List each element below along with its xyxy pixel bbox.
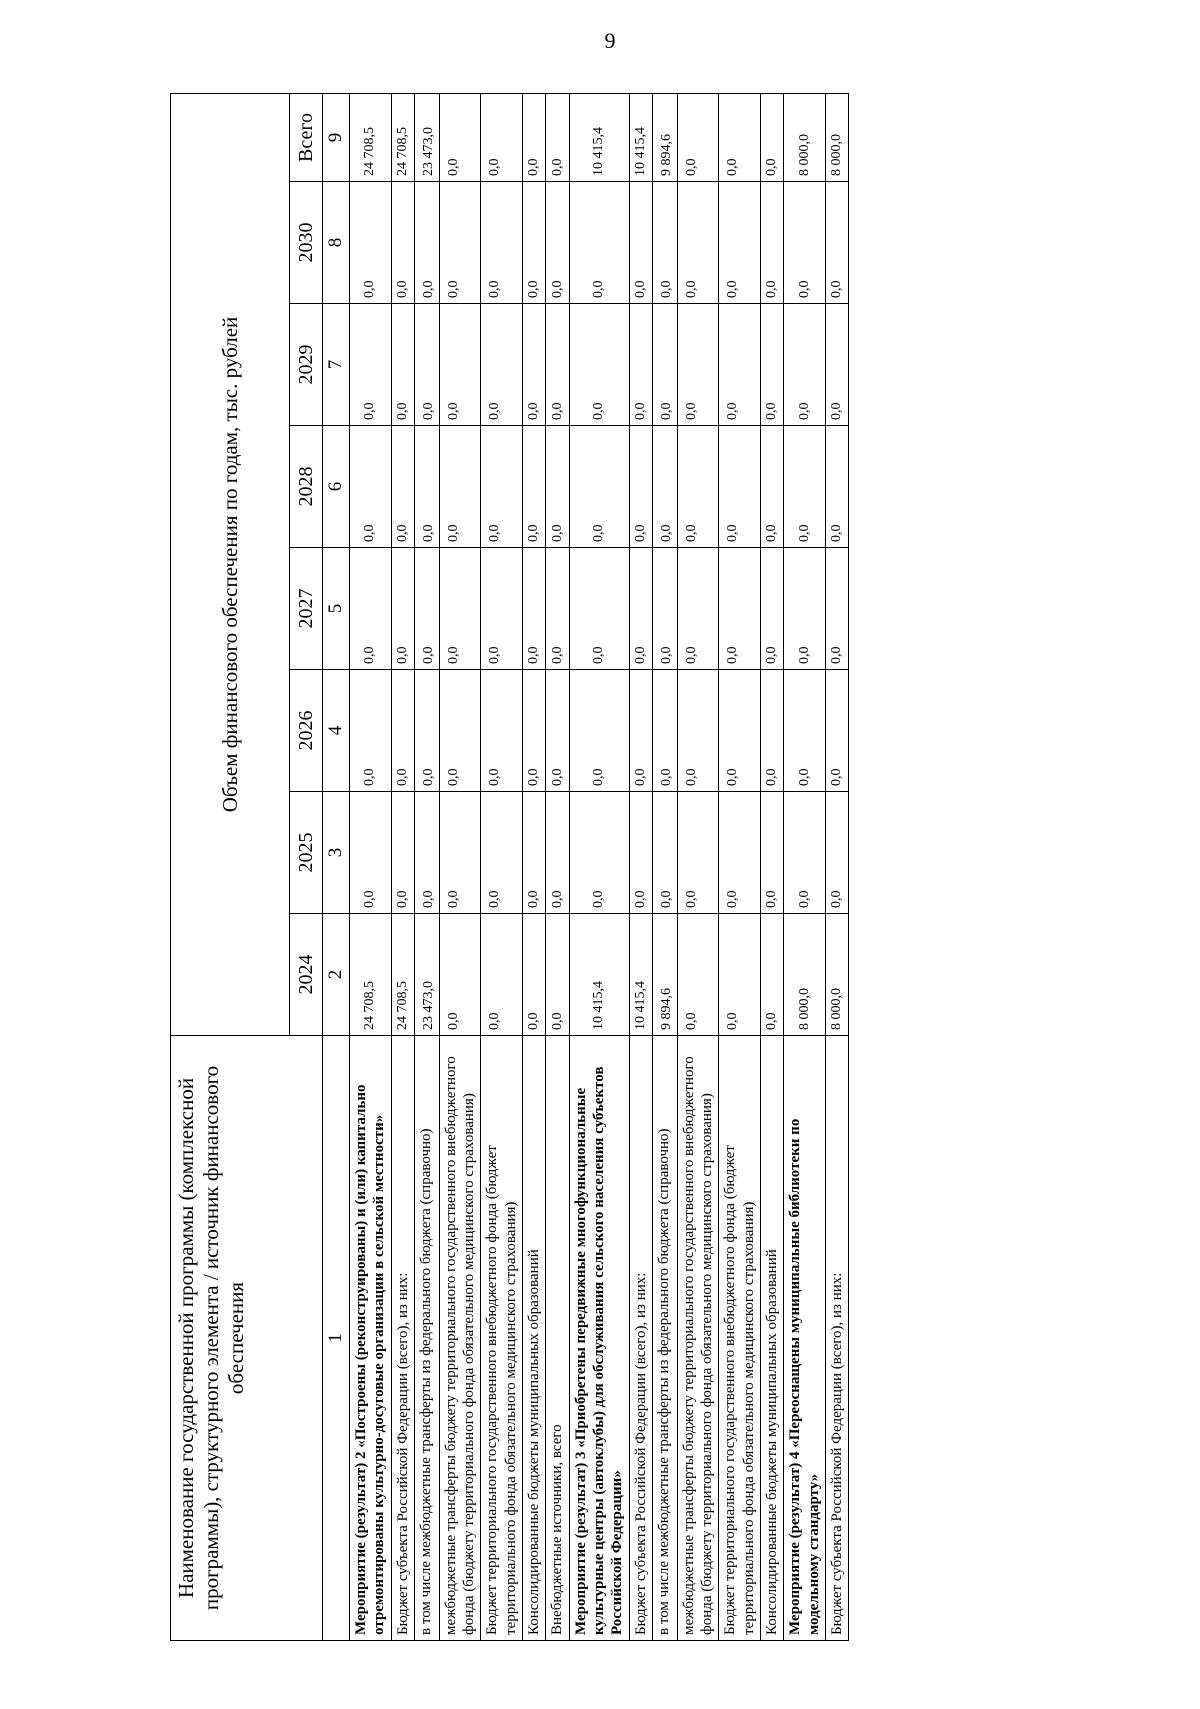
header-year: 2025 — [290, 792, 323, 914]
value-cell: 0,0 — [350, 426, 392, 548]
value-cell: 0,0 — [350, 670, 392, 792]
value-cell: 0,0 — [825, 426, 848, 548]
table-row — [719, 93, 761, 1640]
value-cell: 0,0 — [546, 182, 569, 304]
total-cell: 0,0 — [481, 93, 523, 181]
value-cell: 23 473,0 — [414, 914, 439, 1036]
value-cell: 0,0 — [481, 548, 523, 670]
value-cell: 0,0 — [523, 548, 546, 670]
value-cell: 0,0 — [523, 304, 546, 426]
value-cell: 0,0 — [629, 670, 652, 792]
column-number: 1 — [323, 1036, 350, 1641]
value-cell: 0,0 — [523, 426, 546, 548]
value-cell: 0,0 — [825, 548, 848, 670]
total-cell: 0,0 — [546, 93, 569, 181]
value-cell: 0,0 — [523, 792, 546, 914]
header-year: 2029 — [290, 304, 323, 426]
value-cell: 0,0 — [784, 792, 826, 914]
value-cell: 0,0 — [719, 182, 761, 304]
value-cell: 0,0 — [652, 670, 677, 792]
value-cell: 0,0 — [825, 670, 848, 792]
value-cell: 0,0 — [629, 548, 652, 670]
column-number: 6 — [323, 426, 350, 548]
value-cell: 0,0 — [719, 792, 761, 914]
value-cell: 0,0 — [677, 182, 719, 304]
measure-title-cell: Мероприятие (результат) 3 «Приобретены передвижные многофункциональные культурные центры (автоклубы) для обслуживания сельского населения субъектов Российской Федерации» — [569, 1036, 629, 1641]
column-number: 5 — [323, 548, 350, 670]
column-number: 7 — [323, 304, 350, 426]
page-number: 9 — [604, 28, 616, 53]
total-cell: 0,0 — [439, 93, 481, 181]
header-total: Всего — [290, 93, 323, 181]
value-cell: 0,0 — [652, 182, 677, 304]
value-cell: 0,0 — [439, 914, 481, 1036]
value-cell: 0,0 — [523, 914, 546, 1036]
value-cell: 0,0 — [569, 426, 629, 548]
value-cell: 24 708,5 — [350, 914, 392, 1036]
source-label-cell: Консолидированные бюджеты муниципальных образований — [761, 1036, 784, 1641]
value-cell: 0,0 — [523, 182, 546, 304]
value-cell: 0,0 — [546, 670, 569, 792]
value-cell: 0,0 — [677, 914, 719, 1036]
source-label-cell: межбюджетные трансферты бюджету территориального государственного внебюджетного фонда (бюджету территориального фонда обязательного медицинского страхования) — [677, 1036, 719, 1641]
source-label-cell: Бюджет территориального государственного внебюджетного фонда (бюджет территориального фонда обязательного медицинского страхования) — [481, 1036, 523, 1641]
value-cell: 0,0 — [719, 304, 761, 426]
value-cell: 0,0 — [784, 426, 826, 548]
value-cell: 0,0 — [784, 182, 826, 304]
value-cell: 0,0 — [629, 792, 652, 914]
table-row — [350, 93, 392, 1640]
total-cell: 9 894,6 — [652, 93, 677, 181]
value-cell: 10 415,4 — [569, 914, 629, 1036]
source-label-cell: Консолидированные бюджеты муниципальных образований — [523, 1036, 546, 1641]
source-label-cell: Бюджет субъекта Российской Федерации (всего), из них: — [391, 1036, 414, 1641]
total-cell: 10 415,4 — [569, 93, 629, 181]
value-cell: 0,0 — [569, 792, 629, 914]
table-row — [761, 93, 784, 1640]
table-row — [629, 93, 652, 1640]
value-cell: 0,0 — [629, 304, 652, 426]
value-cell: 0,0 — [825, 304, 848, 426]
value-cell: 0,0 — [719, 670, 761, 792]
value-cell: 0,0 — [481, 182, 523, 304]
value-cell: 0,0 — [719, 914, 761, 1036]
value-cell: 0,0 — [569, 182, 629, 304]
value-cell: 0,0 — [719, 426, 761, 548]
value-cell: 0,0 — [439, 792, 481, 914]
source-label-cell: Внебюджетные источники, всего — [546, 1036, 569, 1641]
value-cell: 0,0 — [523, 670, 546, 792]
value-cell: 0,0 — [414, 182, 439, 304]
value-cell: 0,0 — [350, 304, 392, 426]
value-cell: 0,0 — [350, 182, 392, 304]
source-label-cell: в том числе межбюджетные трансферты из федерального бюджета (справочно) — [652, 1036, 677, 1641]
value-cell: 0,0 — [569, 304, 629, 426]
value-cell: 0,0 — [350, 792, 392, 914]
value-cell: 0,0 — [439, 670, 481, 792]
value-cell: 0,0 — [414, 548, 439, 670]
value-cell: 0,0 — [784, 548, 826, 670]
value-cell: 0,0 — [439, 426, 481, 548]
total-cell: 8 000,0 — [825, 93, 848, 181]
value-cell: 0,0 — [391, 548, 414, 670]
value-cell: 0,0 — [481, 304, 523, 426]
column-number: 3 — [323, 792, 350, 914]
value-cell: 0,0 — [481, 792, 523, 914]
value-cell: 0,0 — [546, 304, 569, 426]
column-number: 4 — [323, 670, 350, 792]
value-cell: 0,0 — [391, 182, 414, 304]
value-cell: 0,0 — [391, 792, 414, 914]
value-cell: 0,0 — [439, 182, 481, 304]
value-cell: 0,0 — [761, 304, 784, 426]
value-cell: 0,0 — [761, 182, 784, 304]
total-cell: 8 000,0 — [784, 93, 826, 181]
header-year: 2026 — [290, 670, 323, 792]
table-row — [414, 93, 439, 1640]
value-cell: 0,0 — [677, 304, 719, 426]
total-cell: 0,0 — [719, 93, 761, 181]
value-cell: 8 000,0 — [825, 914, 848, 1036]
value-cell: 0,0 — [652, 548, 677, 670]
value-cell: 0,0 — [391, 426, 414, 548]
column-number: 8 — [323, 182, 350, 304]
value-cell: 9 894,6 — [652, 914, 677, 1036]
header-year: 2024 — [290, 914, 323, 1036]
value-cell: 0,0 — [825, 182, 848, 304]
value-cell: 0,0 — [719, 548, 761, 670]
value-cell: 0,0 — [546, 792, 569, 914]
value-cell: 0,0 — [761, 914, 784, 1036]
table-row — [546, 93, 569, 1640]
table-row — [391, 93, 414, 1640]
value-cell: 0,0 — [761, 670, 784, 792]
total-cell: 0,0 — [677, 93, 719, 181]
value-cell: 0,0 — [481, 914, 523, 1036]
source-label-cell: в том числе межбюджетные трансферты из федерального бюджета (справочно) — [414, 1036, 439, 1641]
measure-title-cell: Мероприятие (результат) 4 «Переоснащены муниципальные библиотеки по модельному стандарту» — [784, 1036, 826, 1641]
source-label-cell: Бюджет территориального государственного внебюджетного фонда (бюджет территориального фонда обязательного медицинского страхования) — [719, 1036, 761, 1641]
total-cell: 0,0 — [761, 93, 784, 181]
value-cell: 0,0 — [677, 426, 719, 548]
total-cell: 23 473,0 — [414, 93, 439, 181]
total-cell: 24 708,5 — [391, 93, 414, 181]
header-year: 2030 — [290, 182, 323, 304]
source-label-cell: Бюджет субъекта Российской Федерации (всего), из них: — [825, 1036, 848, 1641]
value-cell: 0,0 — [761, 548, 784, 670]
value-cell: 0,0 — [677, 792, 719, 914]
value-cell: 10 415,4 — [629, 914, 652, 1036]
value-cell: 0,0 — [825, 792, 848, 914]
value-cell: 0,0 — [439, 304, 481, 426]
measure-title-cell: Мероприятие (результат) 2 «Построены (реконструированы) и (или) капитально отремонтированы культурно-досуговые организации в сельской местности» — [350, 1036, 392, 1641]
value-cell: 0,0 — [569, 670, 629, 792]
value-cell: 0,0 — [569, 548, 629, 670]
value-cell: 0,0 — [481, 426, 523, 548]
value-cell: 24 708,5 — [391, 914, 414, 1036]
value-cell: 0,0 — [652, 426, 677, 548]
value-cell: 0,0 — [784, 304, 826, 426]
value-cell: 8 000,0 — [784, 914, 826, 1036]
value-cell: 0,0 — [761, 792, 784, 914]
header-volume-column: Объем финансового обеспечения по годам, тыс. рублей — [171, 93, 290, 1035]
value-cell: 0,0 — [414, 426, 439, 548]
table-body — [350, 93, 849, 1640]
value-cell: 0,0 — [414, 304, 439, 426]
total-cell: 0,0 — [523, 93, 546, 181]
header-year: 2028 — [290, 426, 323, 548]
value-cell: 0,0 — [784, 670, 826, 792]
value-cell: 0,0 — [481, 670, 523, 792]
table-row — [652, 93, 677, 1640]
value-cell: 0,0 — [546, 914, 569, 1036]
total-cell: 10 415,4 — [629, 93, 652, 181]
table-row — [481, 93, 523, 1640]
value-cell: 0,0 — [350, 548, 392, 670]
table-row — [784, 93, 826, 1640]
value-cell: 0,0 — [546, 548, 569, 670]
value-cell: 0,0 — [391, 304, 414, 426]
value-cell: 0,0 — [439, 548, 481, 670]
value-cell: 0,0 — [414, 792, 439, 914]
value-cell: 0,0 — [652, 304, 677, 426]
value-cell: 0,0 — [677, 548, 719, 670]
header-name-column: Наименование государственной программы (комплексной программы), структурного элемента / источник финансового обеспечения — [171, 1036, 323, 1641]
rotated-table-container — [170, 94, 1095, 1641]
header-year: 2027 — [290, 548, 323, 670]
value-cell: 0,0 — [677, 670, 719, 792]
value-cell: 0,0 — [414, 670, 439, 792]
table-row — [439, 93, 481, 1640]
value-cell: 0,0 — [652, 792, 677, 914]
column-number: 9 — [323, 93, 350, 181]
source-label-cell: Бюджет субъекта Российской Федерации (всего), из них: — [629, 1036, 652, 1641]
value-cell: 0,0 — [629, 182, 652, 304]
table-row — [523, 93, 546, 1640]
table-row — [569, 93, 629, 1640]
value-cell: 0,0 — [629, 426, 652, 548]
value-cell: 0,0 — [761, 426, 784, 548]
total-cell: 24 708,5 — [350, 93, 392, 181]
value-cell: 0,0 — [391, 670, 414, 792]
column-number: 2 — [323, 914, 350, 1036]
financing-table — [170, 93, 849, 1641]
table-row — [677, 93, 719, 1640]
source-label-cell: межбюджетные трансферты бюджету территориального государственного внебюджетного фонда (бюджету территориального фонда обязательного медицинского страхования) — [439, 1036, 481, 1641]
table-row — [825, 93, 848, 1640]
value-cell: 0,0 — [546, 426, 569, 548]
